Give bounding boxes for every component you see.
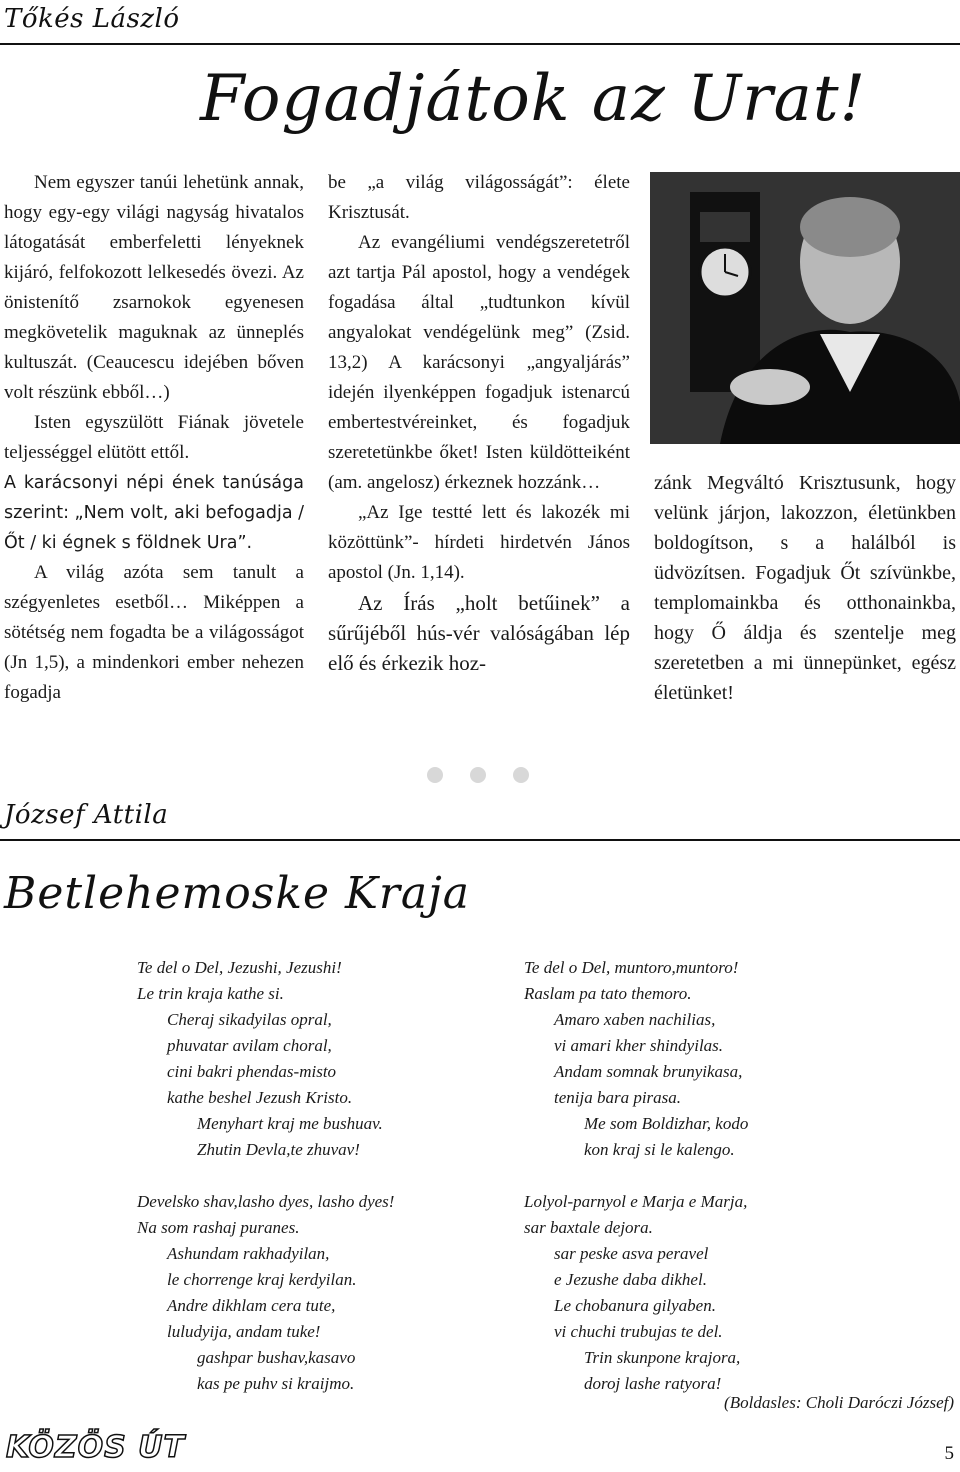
separator-dot [513, 767, 529, 783]
poem-line: vi chuchi trubujas te del. [554, 1322, 723, 1341]
stanza-break [137, 1163, 497, 1189]
poem-line: kas pe puhv si kraijmo. [197, 1374, 355, 1393]
poem-line: phuvatar avilam choral, [167, 1036, 332, 1055]
poem-line: Te del o Del, Jezushi, Jezushi! [137, 958, 342, 977]
poem-line: sar peske asva peravel [554, 1244, 709, 1263]
article1-column-1 [4, 168, 304, 708]
poem-line: Menyhart kraj me bushuav. [197, 1114, 383, 1133]
poem-line: Le chobanura gilyaben. [554, 1296, 716, 1315]
paragraph: Az evangéliumi vendégszeretetről azt tartja Pál apostol, hogy a vendégek fogadása által „tudtunkon kívül angyalokat vendégelünk meg” (Zsid. 13,2) A karácsonyi „angyaljárás” idején ilyenképpen fogadjuk istenarcú embertestvéreinket, és fogadjuk szeretetünkbe őket! Isten küldötteiként (am. angelosz) érkeznek hozzánk… [328, 232, 630, 493]
poem-line: luludyija, andam tuke! [167, 1322, 321, 1341]
poem-line: le chorrenge kraj kerdyilan. [167, 1270, 357, 1289]
poem-line: kon kraj si le kalengo. [584, 1140, 735, 1159]
poem-line: kathe beshel Jezush Kristo. [167, 1088, 353, 1107]
paragraph: zánk Megváltó Krisztusunk, hogy velünk járjon, lakozzon, életünkben boldogítson, s a halálból is üdvözítsen. Fogadjuk Őt szívünkbe, templomainkba és otthonainkba, hogy Ő áldja és szentelje meg szeretetben a mi ünnepünket, egész életünket! [654, 472, 956, 704]
page-number: 5 [944, 1443, 954, 1464]
paragraph: Nem egyszer tanúi lehetünk annak, hogy egy-egy világi nagyság hivatalos látogatását emberfeletti lényeknek kijáró, felfokozott lelkesedés övezi. Az önistenítő zsarnokok egyenesen megkövetelik maguknak az ünneplés kultuszát. (Ceaucescu idejében bőven volt részünk ebből…) [4, 172, 304, 403]
article1-column-2 [328, 168, 630, 678]
poem-line: Amaro xaben nachilias, [554, 1010, 716, 1029]
translator-credit: (Boldasles: Choli Daróczi József) [724, 1393, 954, 1412]
portrait-photo-graphic [650, 172, 960, 444]
header-rule [0, 43, 960, 45]
paragraph: „Az Ige testté lett és lakozék mi közöttünk”- hírdeti hirdetvén János apostol (Jn. 1,14). [328, 502, 630, 583]
poem-line: Develsko shav,lasho dyes, lasho dyes! [137, 1192, 395, 1211]
poem-line: gashpar bushav,kasavo [197, 1348, 356, 1367]
stanza-break [524, 1163, 884, 1189]
poem-line: Te del o Del, muntoro,muntoro! [524, 958, 739, 977]
poem-line: cini bakri phendas-misto [167, 1062, 337, 1081]
poem-line: tenija bara pirasa. [554, 1088, 682, 1107]
poem-line: vi amari kher shindyilas. [554, 1036, 724, 1055]
article1-author: Tőkés László [4, 4, 180, 34]
article2-author: József Attila [4, 800, 169, 830]
paragraph: be „a világ világosságát”: élete Krisztusát. [328, 172, 630, 223]
poem-line: Ashundam rakhadyilan, [167, 1244, 330, 1263]
header-rule [0, 839, 960, 841]
poem-line: doroj lashe ratyora! [584, 1374, 722, 1393]
portrait-photo [650, 172, 960, 444]
poem-line: Zhutin Devla,te zhuvav! [197, 1140, 360, 1159]
paragraph: A karácsonyi népi ének tanúsága szerint: „Nem volt, aki befogadja / Őt / ki égnek s földnek Ura”. [4, 473, 304, 553]
article1-title: Fogadjátok az Urat! [200, 62, 867, 136]
poem-column-left [137, 955, 497, 1397]
poem-line: Me som Boldizhar, kodo [584, 1114, 749, 1133]
poem-line: Le trin kraja kathe si. [137, 984, 284, 1003]
article1-column-3 [654, 468, 956, 708]
poem-line: sar baxtale dejora. [524, 1218, 653, 1237]
separator-dot [427, 767, 443, 783]
paragraph: Isten egyszülött Fiának jövetele teljességgel elütött ettől. [4, 412, 304, 463]
poem-line: Cheraj sikadyilas opral, [167, 1010, 332, 1029]
poem-line: Raslam pa tato themoro. [524, 984, 692, 1003]
poem-line: Andre dikhlam cera tute, [167, 1296, 336, 1315]
article2-title: Betlehemoske Kraja [4, 868, 471, 919]
poem-line: Andam somnak brunyikasa, [554, 1062, 743, 1081]
poem-column-right [524, 955, 884, 1397]
publication-logo: KÖZÖS ÚT [6, 1430, 185, 1465]
paragraph: Az Írás „holt betűinek” a sűrűjéből hús-vér valóságában lép elő és érkezik hoz- [328, 591, 630, 675]
poem-line: Na som rashaj puranes. [137, 1218, 300, 1237]
poem-line: e Jezushe daba dikhel. [554, 1270, 707, 1289]
poem-line: Trin skunpone krajora, [584, 1348, 741, 1367]
separator-dot [470, 767, 486, 783]
paragraph: A világ azóta sem tanult a szégyenletes esetből… Miképpen a sötétség nem fogadta be a világosságot (Jn 1,5), a mindenkori ember nehezen fogadja [4, 562, 304, 703]
poem-line: Lolyol-parnyol e Marja e Marja, [524, 1192, 748, 1211]
